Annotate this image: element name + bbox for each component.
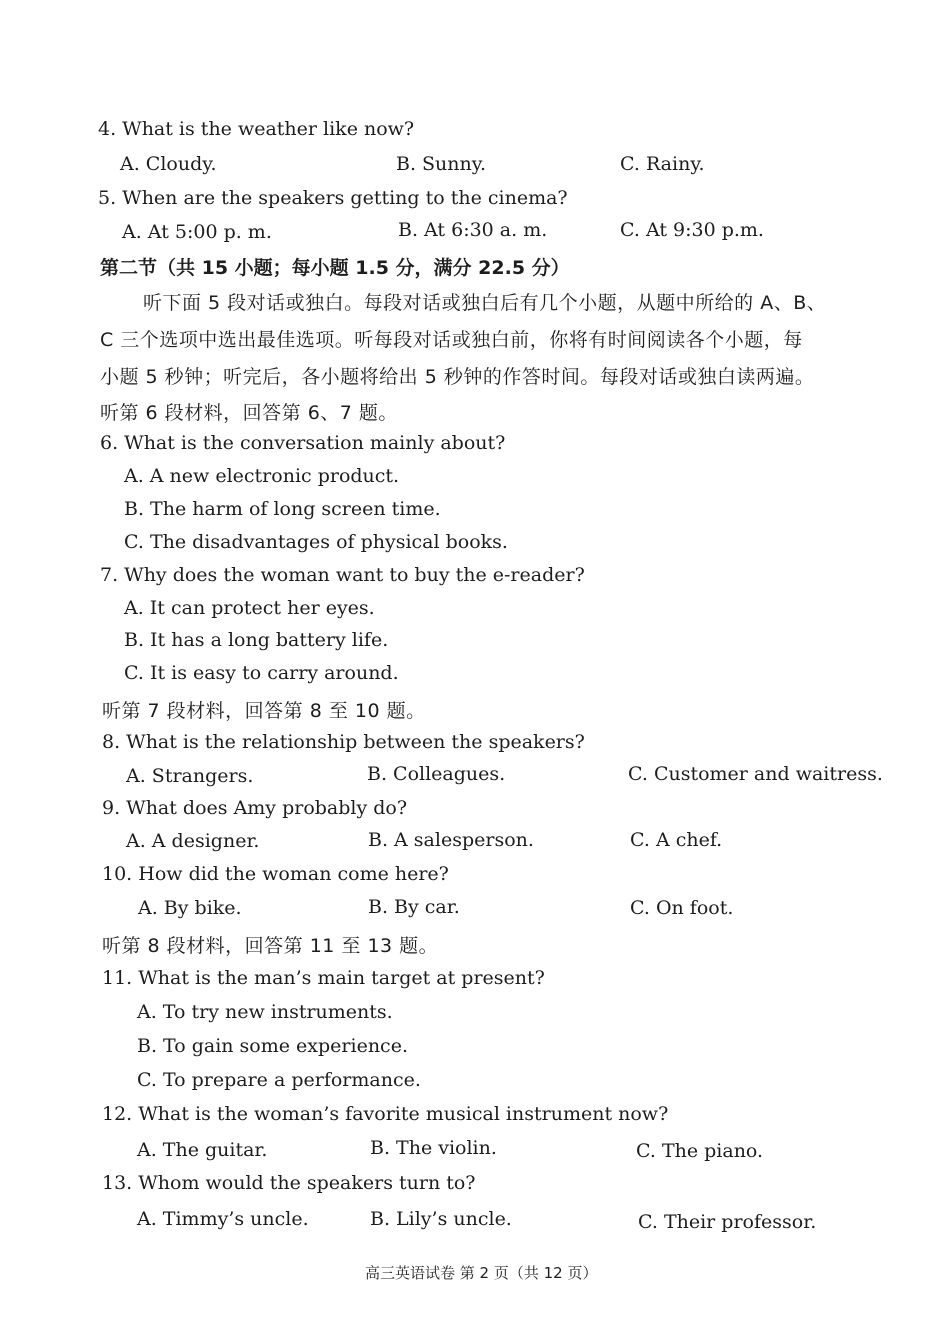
section-2-instructions-line-1: 听下面 5 段对话或独白。每段对话或独白后有几个小题，从题中所给的 A、B、 <box>143 292 827 314</box>
question-10-option-b: B. By car. <box>368 896 460 918</box>
page-footer: 高三英语试卷 第 2 页（共 12 页） <box>365 1264 598 1282</box>
material-6-heading: 听第 6 段材料，回答第 6、7 题。 <box>100 402 398 424</box>
question-4-stem: 4. What is the weather like now? <box>98 118 415 140</box>
question-8-option-c: C. Customer and waitress. <box>628 763 883 785</box>
section-2-heading: 第二节（共 15 小题；每小题 1.5 分，满分 22.5 分） <box>100 257 570 279</box>
question-12-stem: 12. What is the woman’s favorite musical instrument now? <box>102 1103 669 1125</box>
question-9-stem: 9. What does Amy probably do? <box>102 797 408 819</box>
question-4-option-b: B. Sunny. <box>396 153 487 175</box>
question-6-stem: 6. What is the conversation mainly about? <box>100 432 506 454</box>
question-11-option-b: B. To gain some experience. <box>137 1035 408 1057</box>
question-11-option-a: A. To try new instruments. <box>137 1001 393 1023</box>
material-8-heading: 听第 8 段材料，回答第 11 至 13 题。 <box>102 935 439 957</box>
question-5-stem: 5. When are the speakers getting to the cinema? <box>98 187 568 209</box>
question-8-option-a: A. Strangers. <box>126 765 254 787</box>
section-2-instructions-line-3: 小题 5 秒钟；听完后，各小题将给出 5 秒钟的作答时间。每段对话或独白读两遍。 <box>100 366 815 388</box>
question-10-stem: 10. How did the woman come here? <box>102 863 449 885</box>
question-6-option-a: A. A new electronic product. <box>124 465 400 487</box>
question-12-option-c: C. The piano. <box>636 1140 764 1162</box>
question-13-option-c: C. Their professor. <box>638 1211 817 1233</box>
question-13-option-a: A. Timmy’s uncle. <box>137 1208 309 1230</box>
question-11-stem: 11. What is the man’s main target at present? <box>102 967 545 989</box>
question-13-option-b: B. Lily’s uncle. <box>370 1208 512 1230</box>
question-11-option-c: C. To prepare a performance. <box>137 1069 421 1091</box>
question-13-stem: 13. Whom would the speakers turn to? <box>102 1172 476 1194</box>
question-9-option-b: B. A salesperson. <box>368 829 534 851</box>
question-6-option-b: B. The harm of long screen time. <box>124 498 441 520</box>
question-5-option-c: C. At 9:30 p.m. <box>620 219 764 241</box>
question-8-stem: 8. What is the relationship between the speakers? <box>102 731 585 753</box>
question-10-option-c: C. On foot. <box>630 897 734 919</box>
question-4-option-a: A. Cloudy. <box>120 153 217 175</box>
material-7-heading: 听第 7 段材料，回答第 8 至 10 题。 <box>102 700 426 722</box>
question-12-option-b: B. The violin. <box>370 1137 497 1159</box>
section-2-instructions-line-2: C 三个选项中选出最佳选项。听每段对话或独白前，你将有时间阅读各个小题，每 <box>100 329 803 351</box>
question-7-option-c: C. It is easy to carry around. <box>124 662 399 684</box>
question-10-option-a: A. By bike. <box>138 897 242 919</box>
question-7-option-b: B. It has a long battery life. <box>124 629 389 651</box>
question-12-option-a: A. The guitar. <box>137 1139 268 1161</box>
question-4-option-c: C. Rainy. <box>620 153 705 175</box>
question-9-option-a: A. A designer. <box>126 830 260 852</box>
question-5-option-a: A. At 5:00 p. m. <box>122 221 272 243</box>
question-7-stem: 7. Why does the woman want to buy the e-reader? <box>100 564 585 586</box>
question-7-option-a: A. It can protect her eyes. <box>124 597 375 619</box>
question-5-option-b: B. At 6:30 a. m. <box>398 219 548 241</box>
question-9-option-c: C. A chef. <box>630 829 723 851</box>
question-6-option-c: C. The disadvantages of physical books. <box>124 531 508 553</box>
question-8-option-b: B. Colleagues. <box>367 763 506 785</box>
